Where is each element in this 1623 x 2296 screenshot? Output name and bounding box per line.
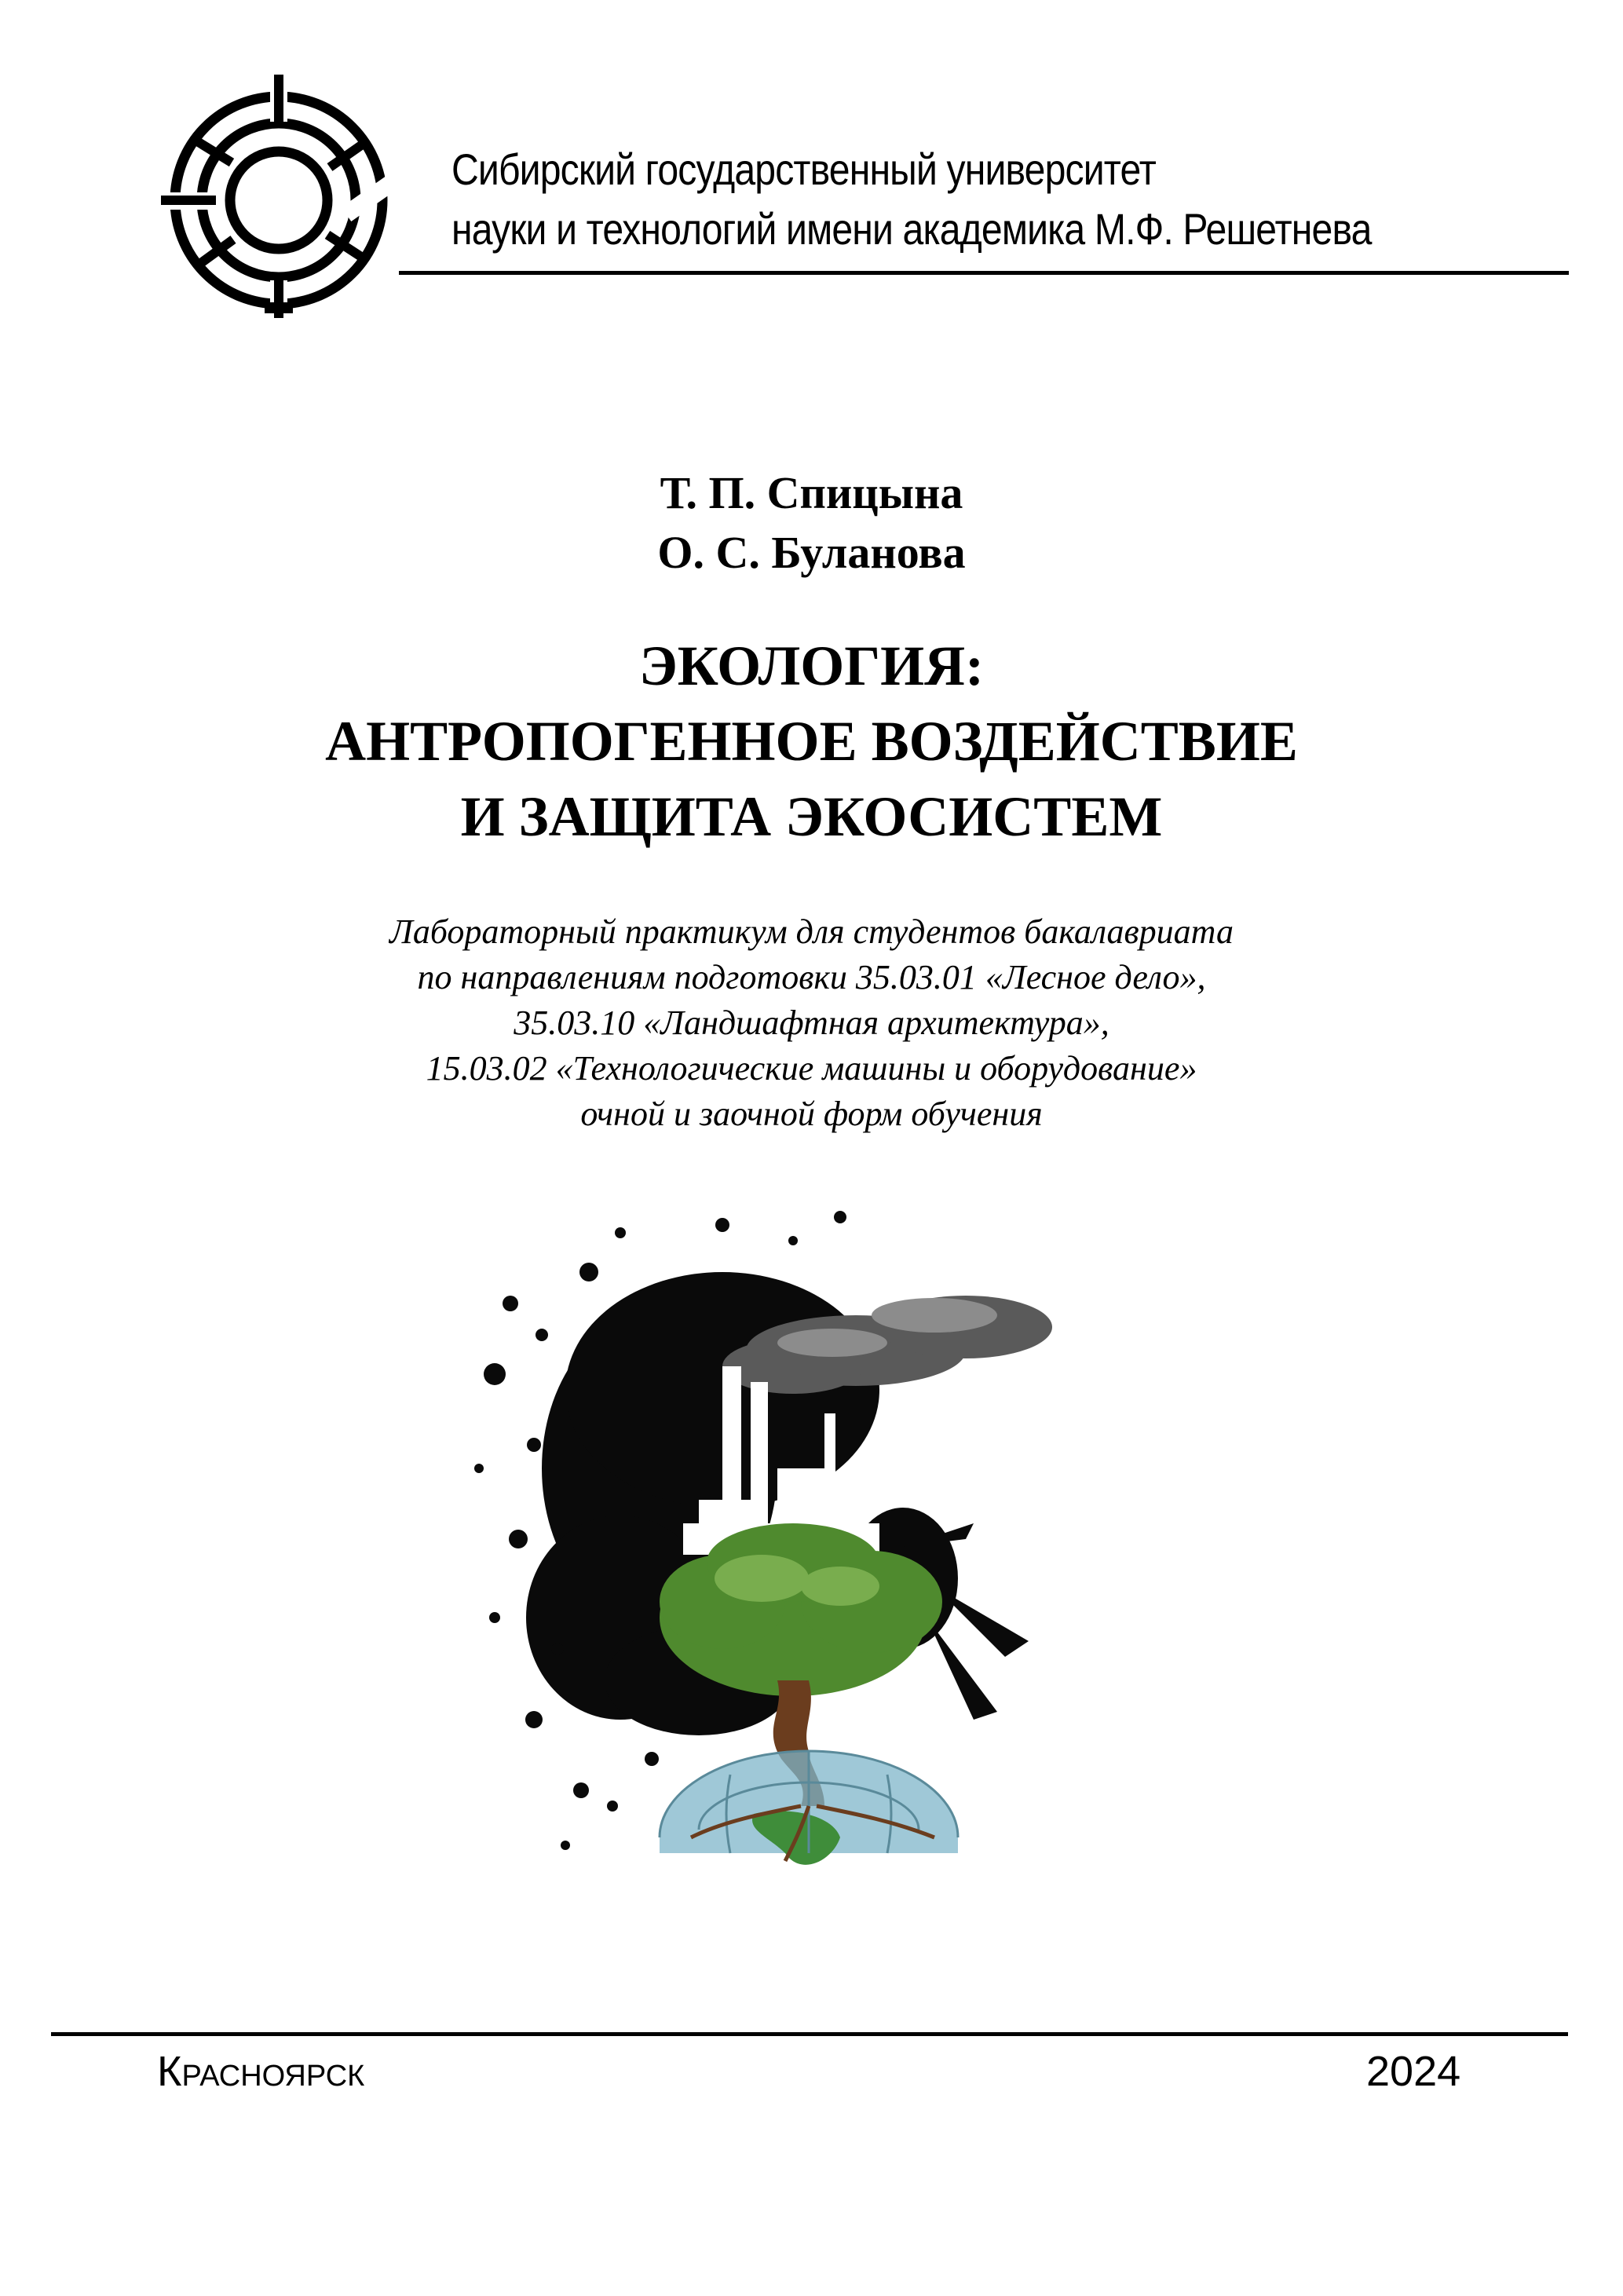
book-subtitle: [0, 909, 1623, 1137]
university-name: [451, 140, 1372, 259]
book-title-line2: АНТРОПОГЕННОЕ ВОЗДЕЙСТВИЕ: [325, 710, 1298, 773]
subtitle-line4: 15.03.02 «Технологические машины и оборудование»: [426, 1049, 1197, 1088]
header-divider: [399, 271, 1569, 275]
publication-year: 2024: [1366, 2048, 1461, 2095]
subtitle-line5: очной и заочной форм обучения: [580, 1095, 1043, 1133]
authors: [0, 463, 1623, 583]
author-2: О. С. Буланова: [657, 527, 966, 578]
university-name-line1: Сибирский государственный университет: [451, 144, 1156, 194]
publication-city: Красноярск: [157, 2048, 365, 2095]
university-name-line2: науки и технологий имени академика М.Ф. Решетнева: [451, 204, 1372, 254]
university-emblem-icon: [161, 75, 397, 318]
book-title-line1: ЭКОЛОГИЯ:: [638, 634, 985, 697]
ecology-factory-tree-globe-icon: [463, 1209, 1115, 1916]
author-1: Т. П. Спицына: [660, 467, 963, 518]
subtitle-line1: Лабораторный практикум для студентов бакалавриата: [389, 912, 1234, 951]
book-title-line3: И ЗАЩИТА ЭКОСИСТЕМ: [460, 785, 1163, 848]
book-title: [0, 628, 1623, 854]
subtitle-line3: 35.03.10 «Ландшафтная архитектура»,: [514, 1004, 1109, 1042]
footer-divider: [51, 2032, 1568, 2036]
subtitle-line2: по направлениям подготовки 35.03.01 «Лесное дело»,: [417, 958, 1206, 996]
